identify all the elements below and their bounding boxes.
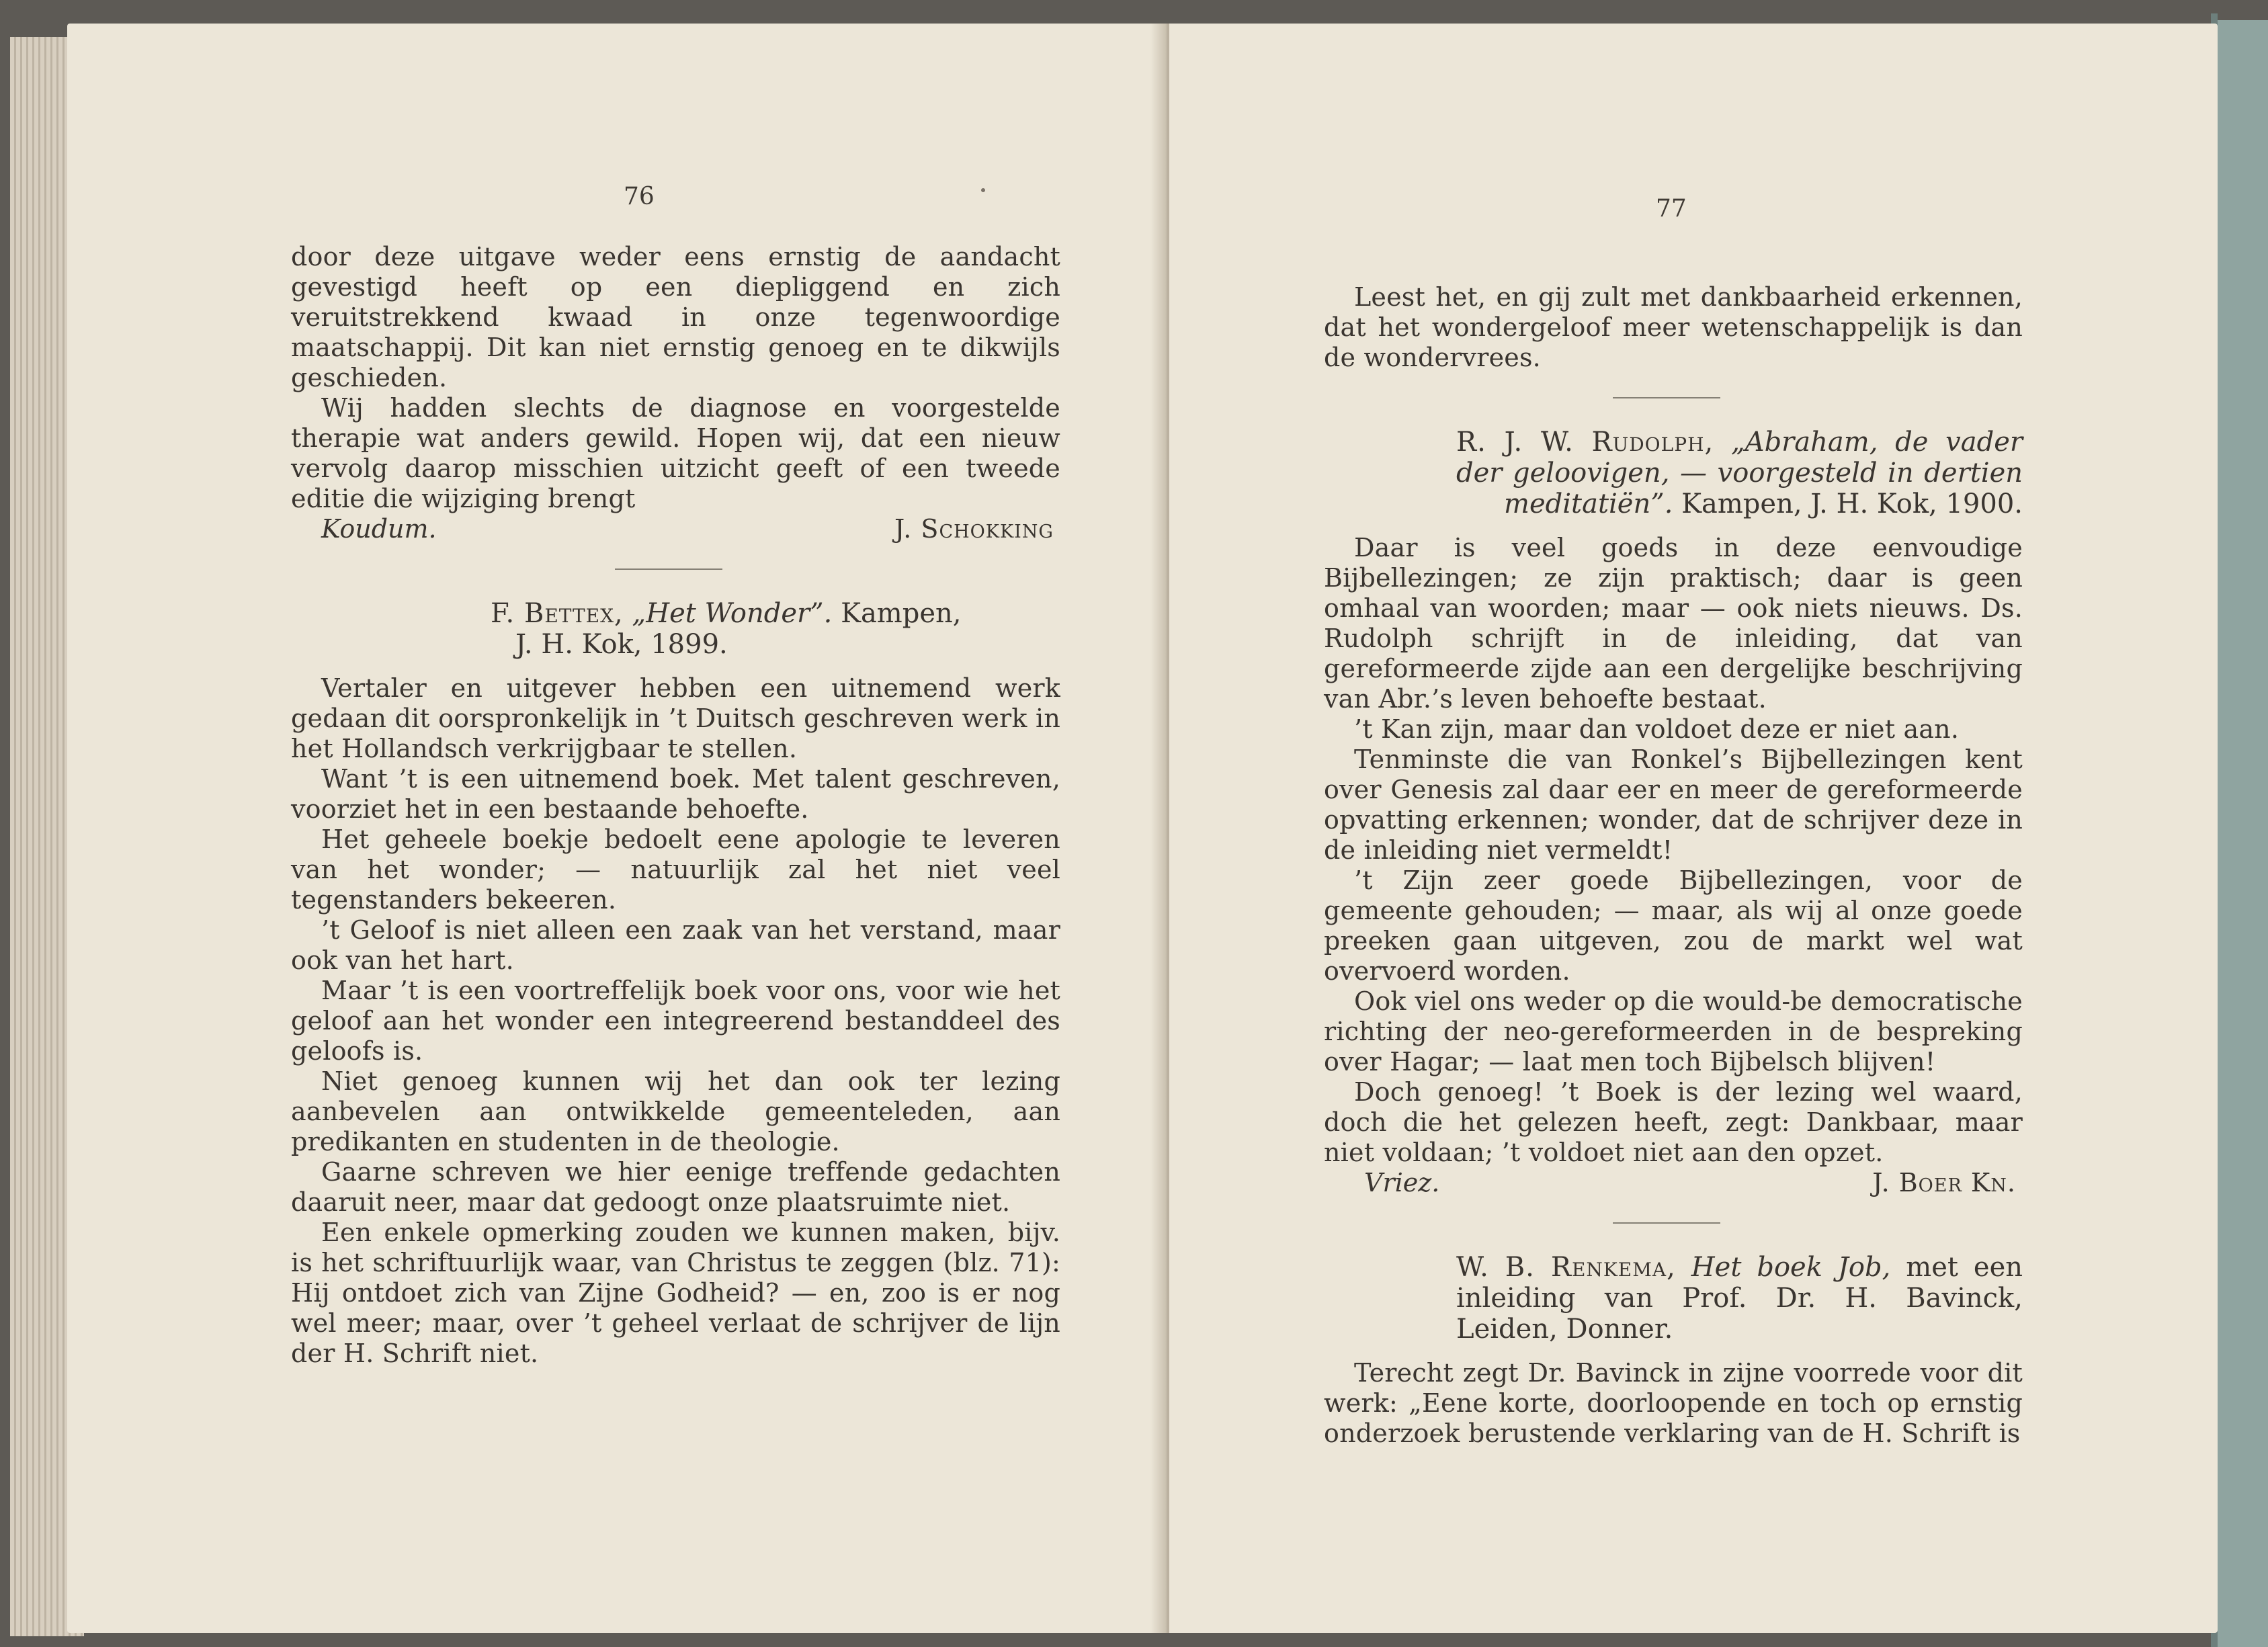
section-divider [615,568,722,570]
right-text-column [1324,282,2023,1449]
body-paragraph: Doch genoeg! ’t Boek is der lezing wel waard, doch die het gelezen heeft, zegt: Dankbaar, maar niet voldaan; ’t voldoet niet aan den opzet. [1324,1077,2023,1167]
signature-name: J. Boer Kn. [1872,1168,2016,1197]
intro-paragraph: door deze uitgave weder eens ernstig de aandacht gevestigd heeft op een diepliggend en zich veruitstrekkend kwaad in onze tegenwoordige maatschappij. Dit kan niet ernstig genoeg en te dikwijls geschieden. [291,242,1060,392]
book-cover-edge [2218,20,2268,1647]
review-publisher: Kampen, J. H. Kok, 1900. [1681,489,2023,519]
body-paragraph: Want ’t is een uitnemend boek. Met talent geschreven, voorziet het in een bestaande behoefte. [291,764,1060,824]
section-divider [1613,1222,1720,1224]
review-title: Het boek Job, [1691,1252,1891,1283]
body-paragraph: Een enkele opmerking zouden we kunnen maken, bijv. is het schriftuurlijk waar, van Christus te zeggen (blz. 71): Hij ontdoet zich van Zijne Godheid? — en, zoo is er nog wel meer; maar, over ’t geheel verlaat de schrijver de lijn der H. Schrift niet. [291,1218,1060,1368]
review-title: „Het Wonder”. [632,598,833,629]
review-heading [1324,1252,2023,1345]
body-paragraph: Tenminste die van Ronkel’s Bijbellezingen kent over Genesis zal daar eer en meer de gereformeerde opvatting erkennen; wonder, dat de schrijver deze in de inleiding niet vermeldt! [1324,745,2023,865]
review-author: R. J. W. Rudolph, [1456,427,1714,458]
body-paragraph: Niet genoeg kunnen wij het dan ook ter lezing aanbevelen aan ontwikkelde gemeenteleden, aan predikanten en studenten in de theologie. [291,1066,1060,1156]
review-details: met een inleiding van Prof. Dr. H. Bavinck, Leiden, Donner. [1456,1252,2023,1345]
signature-name: J. Schokking [894,514,1054,544]
body-paragraph: Maar ’t is een voortreffelijk boek voor ons, voor wie het geloof aan het wonder een integreerend bestanddeel des geloofs is. [291,976,1060,1066]
review-author: W. B. Renkema, [1456,1252,1676,1283]
review-heading-line1 [491,598,1060,629]
section-divider [1613,397,1720,398]
body-paragraph: Het geheele boekje bedoelt eene apologie te leveren van het wonder; — natuurlijk zal het niet veel tegenstanders bekeeren. [291,825,1060,915]
print-speck [981,188,985,192]
signature-line [1324,1168,2023,1198]
review-heading-text [1456,1252,2023,1345]
signature-line [291,514,1060,544]
body-paragraph: ’t Geloof is niet alleen een zaak van het verstand, maar ook van het hart. [291,915,1060,975]
body-paragraph: Gaarne schreven we hier eenige treffende gedachten daaruit neer, maar dat gedoogt onze plaatsruimte niet. [291,1157,1060,1217]
left-page [67,24,1164,1633]
page-number-right: 77 [1656,195,1687,222]
signature-place: Koudum. [321,514,437,544]
review-heading [1324,427,2023,519]
left-text-column [291,242,1060,1369]
body-paragraph: Daar is veel goeds in deze eenvoudige Bijbellezingen; ze zijn praktisch; daar is geen omhaal van woorden; maar — ook niets nieuws. Ds. Rudolph schrijft in de inleiding, dat van gereformeerde zijde aan een dergelijke beschrijving van Abr.’s leven behoefte bestaat. [1324,533,2023,714]
right-page [1169,24,2218,1633]
review-publisher: Kampen, [841,598,962,629]
signature-place: Vriez. [1364,1168,1440,1197]
body-paragraph: ’t Zijn zeer goede Bijbellezingen, voor de gemeente gehouden; — maar, als wij al onze goede preeken gaan uitgeven, zou de markt wel wat overvoerd worden. [1324,865,2023,986]
review-heading [291,598,1060,660]
page-number-left: 76 [624,183,655,210]
review-author: F. Bettex, [491,598,624,629]
body-paragraph: Ook viel ons weder op die would-be democratische richting der neo-gereformeerden in de bespreking over Hagar; — laat men toch Bijbelsch blijven! [1324,986,2023,1076]
review-heading-text [1456,427,2023,519]
intro-paragraph: Wij hadden slechts de diagnose en voorgestelde therapie wat anders gewild. Hopen wij, dat een nieuw vervolg daarop misschien uitzicht geeft of een tweede editie die wijziging brengt [291,393,1060,513]
body-paragraph: Terecht zegt Dr. Bavinck in zijne voorrede voor dit werk: „Eene korte, doorloopende en toch op ernstig onderzoek berustende verklaring van de H. Schrift is [1324,1358,2023,1448]
review-publisher-line2: J. H. Kok, 1899. [515,629,728,660]
body-paragraph: Vertaler en uitgever hebben een uitnemend werk gedaan dit oorspronkelijk in ’t Duitsch geschreven werk in het Hollandsch verkrijgbaar te stellen. [291,673,1060,763]
body-paragraph: ’t Kan zijn, maar dan voldoet deze er niet aan. [1354,714,1960,744]
review-title: „Abraham, de vader der geloovigen, — voorgesteld in dertien meditatiën”. [1456,427,2023,519]
intro-paragraph: Leest het, en gij zult met dankbaarheid erkennen, dat het wondergeloof meer wetenschappelijk is dan de wondervrees. [1324,282,2023,372]
